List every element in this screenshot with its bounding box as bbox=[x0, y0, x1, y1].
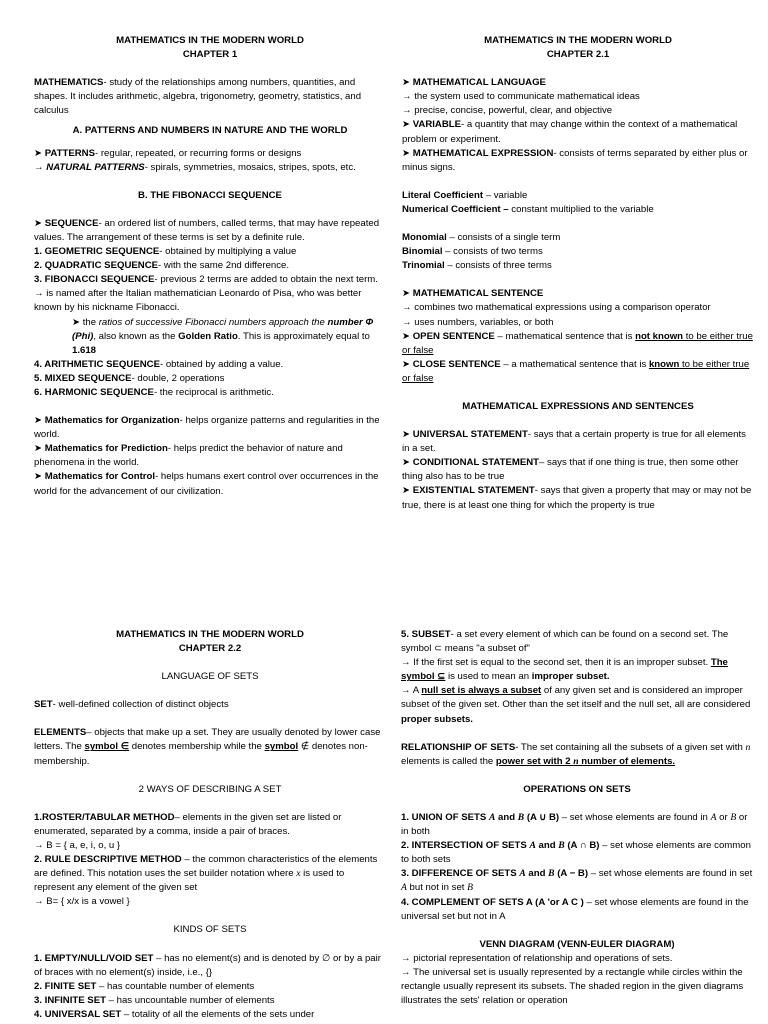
difference-of-sets: 3. DIFFERENCE OF SETS A and B (A − B) – set whose elements are found in set A but not in set B bbox=[401, 868, 753, 894]
universal-set: 4. UNIVERSAL SET – totality of all the elements of the sets under bbox=[34, 1008, 315, 1020]
binomial: Binomial – consists of two terms bbox=[402, 246, 543, 258]
literal-coefficient: Literal Coefficient – variable bbox=[402, 189, 528, 201]
list-item: 4. ARITHMETIC SEQUENCE- obtained by adding a value. bbox=[34, 358, 284, 370]
list-item: 6. HARMONIC SEQUENCE- the reciprocal is arithmetic. bbox=[34, 386, 274, 398]
heading: MATHEMATICS IN THE MODERN WORLD bbox=[484, 35, 672, 46]
column-chapter-1 bbox=[34, 34, 386, 499]
section-title: KINDS OF SETS bbox=[173, 924, 247, 936]
list-item: 1. GEOMETRIC SEQUENCE- obtained by multiplying a value bbox=[34, 246, 297, 258]
chapter-label: CHAPTER 2.2 bbox=[178, 643, 242, 655]
close-sentence: ➤ CLOSE SENTENCE – a mathematical sentence that is known to be either true or false bbox=[402, 358, 750, 384]
def-expression: ➤ MATHEMATICAL EXPRESSION- consists of terms separated by either plus or minus signs. bbox=[402, 147, 748, 173]
math-for-organization: ➤ Mathematics for Organization- helps organize patterns and regularities in the world. bbox=[34, 415, 380, 441]
numerical-coefficient: Numerical Coefficient – constant multiplied to the variable bbox=[402, 203, 654, 215]
section-title: 2 WAYS OF DESCRIBING A SET bbox=[138, 783, 282, 795]
column-chapter-2-1 bbox=[402, 34, 754, 513]
example: → B= { x/x is a vowel } bbox=[34, 896, 130, 908]
union-of-sets: 1. UNION OF SETS A and B (A ∪ B) – set whose elements are found in A or B or in both bbox=[401, 811, 748, 838]
heading: MATHEMATICS IN THE MODERN WORLD bbox=[116, 35, 304, 46]
mathematical-sentence: ➤ MATHEMATICAL SENTENCE bbox=[402, 288, 544, 300]
section-b-title: B. THE FIBONACCI SEQUENCE bbox=[138, 189, 282, 201]
list-item: 2. QUADRATIC SEQUENCE- with the same 2nd difference. bbox=[34, 260, 290, 272]
rule-descriptive-method: 2. RULE DESCRIPTIVE METHOD – the common characteristics of the elements are defined. This notation uses the set builder notation where x is used to represent any element of the given set bbox=[34, 854, 378, 894]
def-elements: ELEMENTS– objects that make up a set. They are usually denoted by lower case letters. The symbol ∈ denotes membership while the symbol ∉ denotes non-membership. bbox=[34, 727, 381, 767]
improper-subset: → If the first set is equal to the second set, then it is an improper subset. The symbol ⊆ is used to mean an improper subset. bbox=[401, 657, 728, 683]
section-title: VENN DIAGRAM (VENN-EULER DIAGRAM) bbox=[479, 938, 675, 950]
example: → B = { a, e, i, o, u } bbox=[34, 839, 121, 851]
subheading: LANGUAGE OF SETS bbox=[161, 671, 259, 683]
mathematical-language: ➤ MATHEMATICAL LANGUAGE bbox=[402, 77, 546, 89]
venn-description: → The universal set is usually represented by a rectangle while circles within the rectangle usually represent its subsets. The shaded region in the given diagrams illustrates the sets' relation or operation bbox=[401, 966, 744, 1007]
math-for-prediction: ➤ Mathematics for Prediction- helps predict the behavior of nature and phenomena in the world. bbox=[34, 443, 343, 469]
def-sequence: ➤ SEQUENCE- an ordered list of numbers, called terms, that may have repeated values. The arrangement of these terms is set by a definite rule. bbox=[34, 217, 380, 243]
list-item: → precise, concise, powerful, clear, and objective bbox=[402, 105, 613, 117]
chapter-label: CHAPTER 2.1 bbox=[546, 49, 610, 61]
finite-set: 2. FINITE SET – has countable number of elements bbox=[34, 980, 255, 992]
column-sets-continued bbox=[401, 628, 753, 1008]
def-variable: ➤ VARIABLE- a quantity that may change within the context of a mathematical problem or experiment. bbox=[402, 119, 738, 145]
null-set-note: → A null set is always a subset of any given set and is considered an improper subset of the given set. Other than the set itself and the null set, all are considered proper subsets. bbox=[401, 685, 751, 725]
column-chapter-2-2 bbox=[34, 628, 386, 1022]
trinomial: Trinomial – consists of three terms bbox=[402, 260, 552, 272]
section-title: OPERATIONS ON SETS bbox=[523, 783, 631, 795]
def-subset: 5. SUBSET- a set every element of which can be found on a second set. The symbol ⊂ means "a subset of" bbox=[401, 629, 729, 655]
list-item: → combines two mathematical expressions using a comparison operator bbox=[402, 302, 711, 314]
list-item: 3. FIBONACCI SEQUENCE- previous 2 terms are added to obtain the next term. bbox=[34, 274, 378, 286]
golden-ratio-note: ➤ the ratios of successive Fibonacci numbers approach the number Φ (Phi), also known as the Golden Ratio. This is approximately equal to 1.618 bbox=[72, 316, 374, 356]
roster-method: 1.ROSTER/TABULAR METHOD– elements in the given set are listed or enumerated, separated by a comma, inside a pair of braces. bbox=[34, 811, 342, 837]
list-item: 5. MIXED SEQUENCE- double, 2 operations bbox=[34, 372, 225, 384]
math-for-control: ➤ Mathematics for Control- helps humans exert control over occurrences in the world for the advancement of our civilization. bbox=[34, 471, 379, 497]
relationship-of-sets: RELATIONSHIP OF SETS- The set containing all the subsets of a given set with n elements is called the power set with 2 n number of elements. bbox=[401, 741, 751, 767]
def-set: SET- well-defined collection of distinct objects bbox=[34, 699, 229, 711]
open-sentence: ➤ OPEN SENTENCE – mathematical sentence that is not known to be either true or false bbox=[402, 330, 753, 356]
section-title: MATHEMATICAL EXPRESSIONS AND SENTENCES bbox=[462, 400, 694, 412]
venn-definition: → pictorial representation of relationship and operations of sets. bbox=[401, 952, 673, 964]
def-mathematics: MATHEMATICS- study of the relationships among numbers, quantities, and shapes. It includes arithmetic, algebra, trigonometry, geometry, statistics, and calculus bbox=[34, 77, 362, 117]
list-item: → the system used to communicate mathematical ideas bbox=[402, 91, 640, 103]
conditional-statement: ➤ CONDITIONAL STATEMENT– says that if one thing is true, then some other thing also has to be true bbox=[402, 457, 739, 483]
list-item: → uses numbers, variables, or both bbox=[402, 316, 554, 328]
heading: MATHEMATICS IN THE MODERN WORLD bbox=[116, 629, 304, 640]
def-patterns: ➤ PATTERNS- regular, repeated, or recurring forms or designs bbox=[34, 147, 302, 159]
def-natural-patterns: → NATURAL PATTERNS- spirals, symmetries, mosaics, stripes, spots, etc. bbox=[34, 161, 356, 173]
monomial: Monomial – consists of a single term bbox=[402, 232, 561, 244]
complement-of-sets: 4. COMPLEMENT OF SETS A (A 'or A C ) – set whose elements are found in the universal set but not in A bbox=[401, 896, 749, 922]
infinite-set: 3. INFINITE SET – has uncountable number of elements bbox=[34, 994, 275, 1006]
empty-set: 1. EMPTY/NULL/VOID SET – has no element(s) and is denoted by ∅ or by a pair of braces with no element(s) inside, i.e., {} bbox=[34, 952, 381, 978]
intersection-of-sets: 2. INTERSECTION OF SETS A and B (A ∩ B) – set whose elements are common to both sets bbox=[401, 840, 751, 866]
existential-statement: ➤ EXISTENTIAL STATEMENT- says that given a property that may or may not be true, there is at least one thing for which the property is true bbox=[402, 485, 752, 511]
universal-statement: ➤ UNIVERSAL STATEMENT- says that a certain property is true for all elements in a set. bbox=[402, 429, 746, 455]
section-a-title: A. PATTERNS AND NUMBERS IN NATURE AND THE WORLD bbox=[72, 125, 348, 137]
fibonacci-note: → is named after the Italian mathematician Leonardo of Pisa, who was better known by his nickname Fibonacci. bbox=[34, 288, 362, 314]
chapter-label: CHAPTER 1 bbox=[182, 49, 238, 61]
